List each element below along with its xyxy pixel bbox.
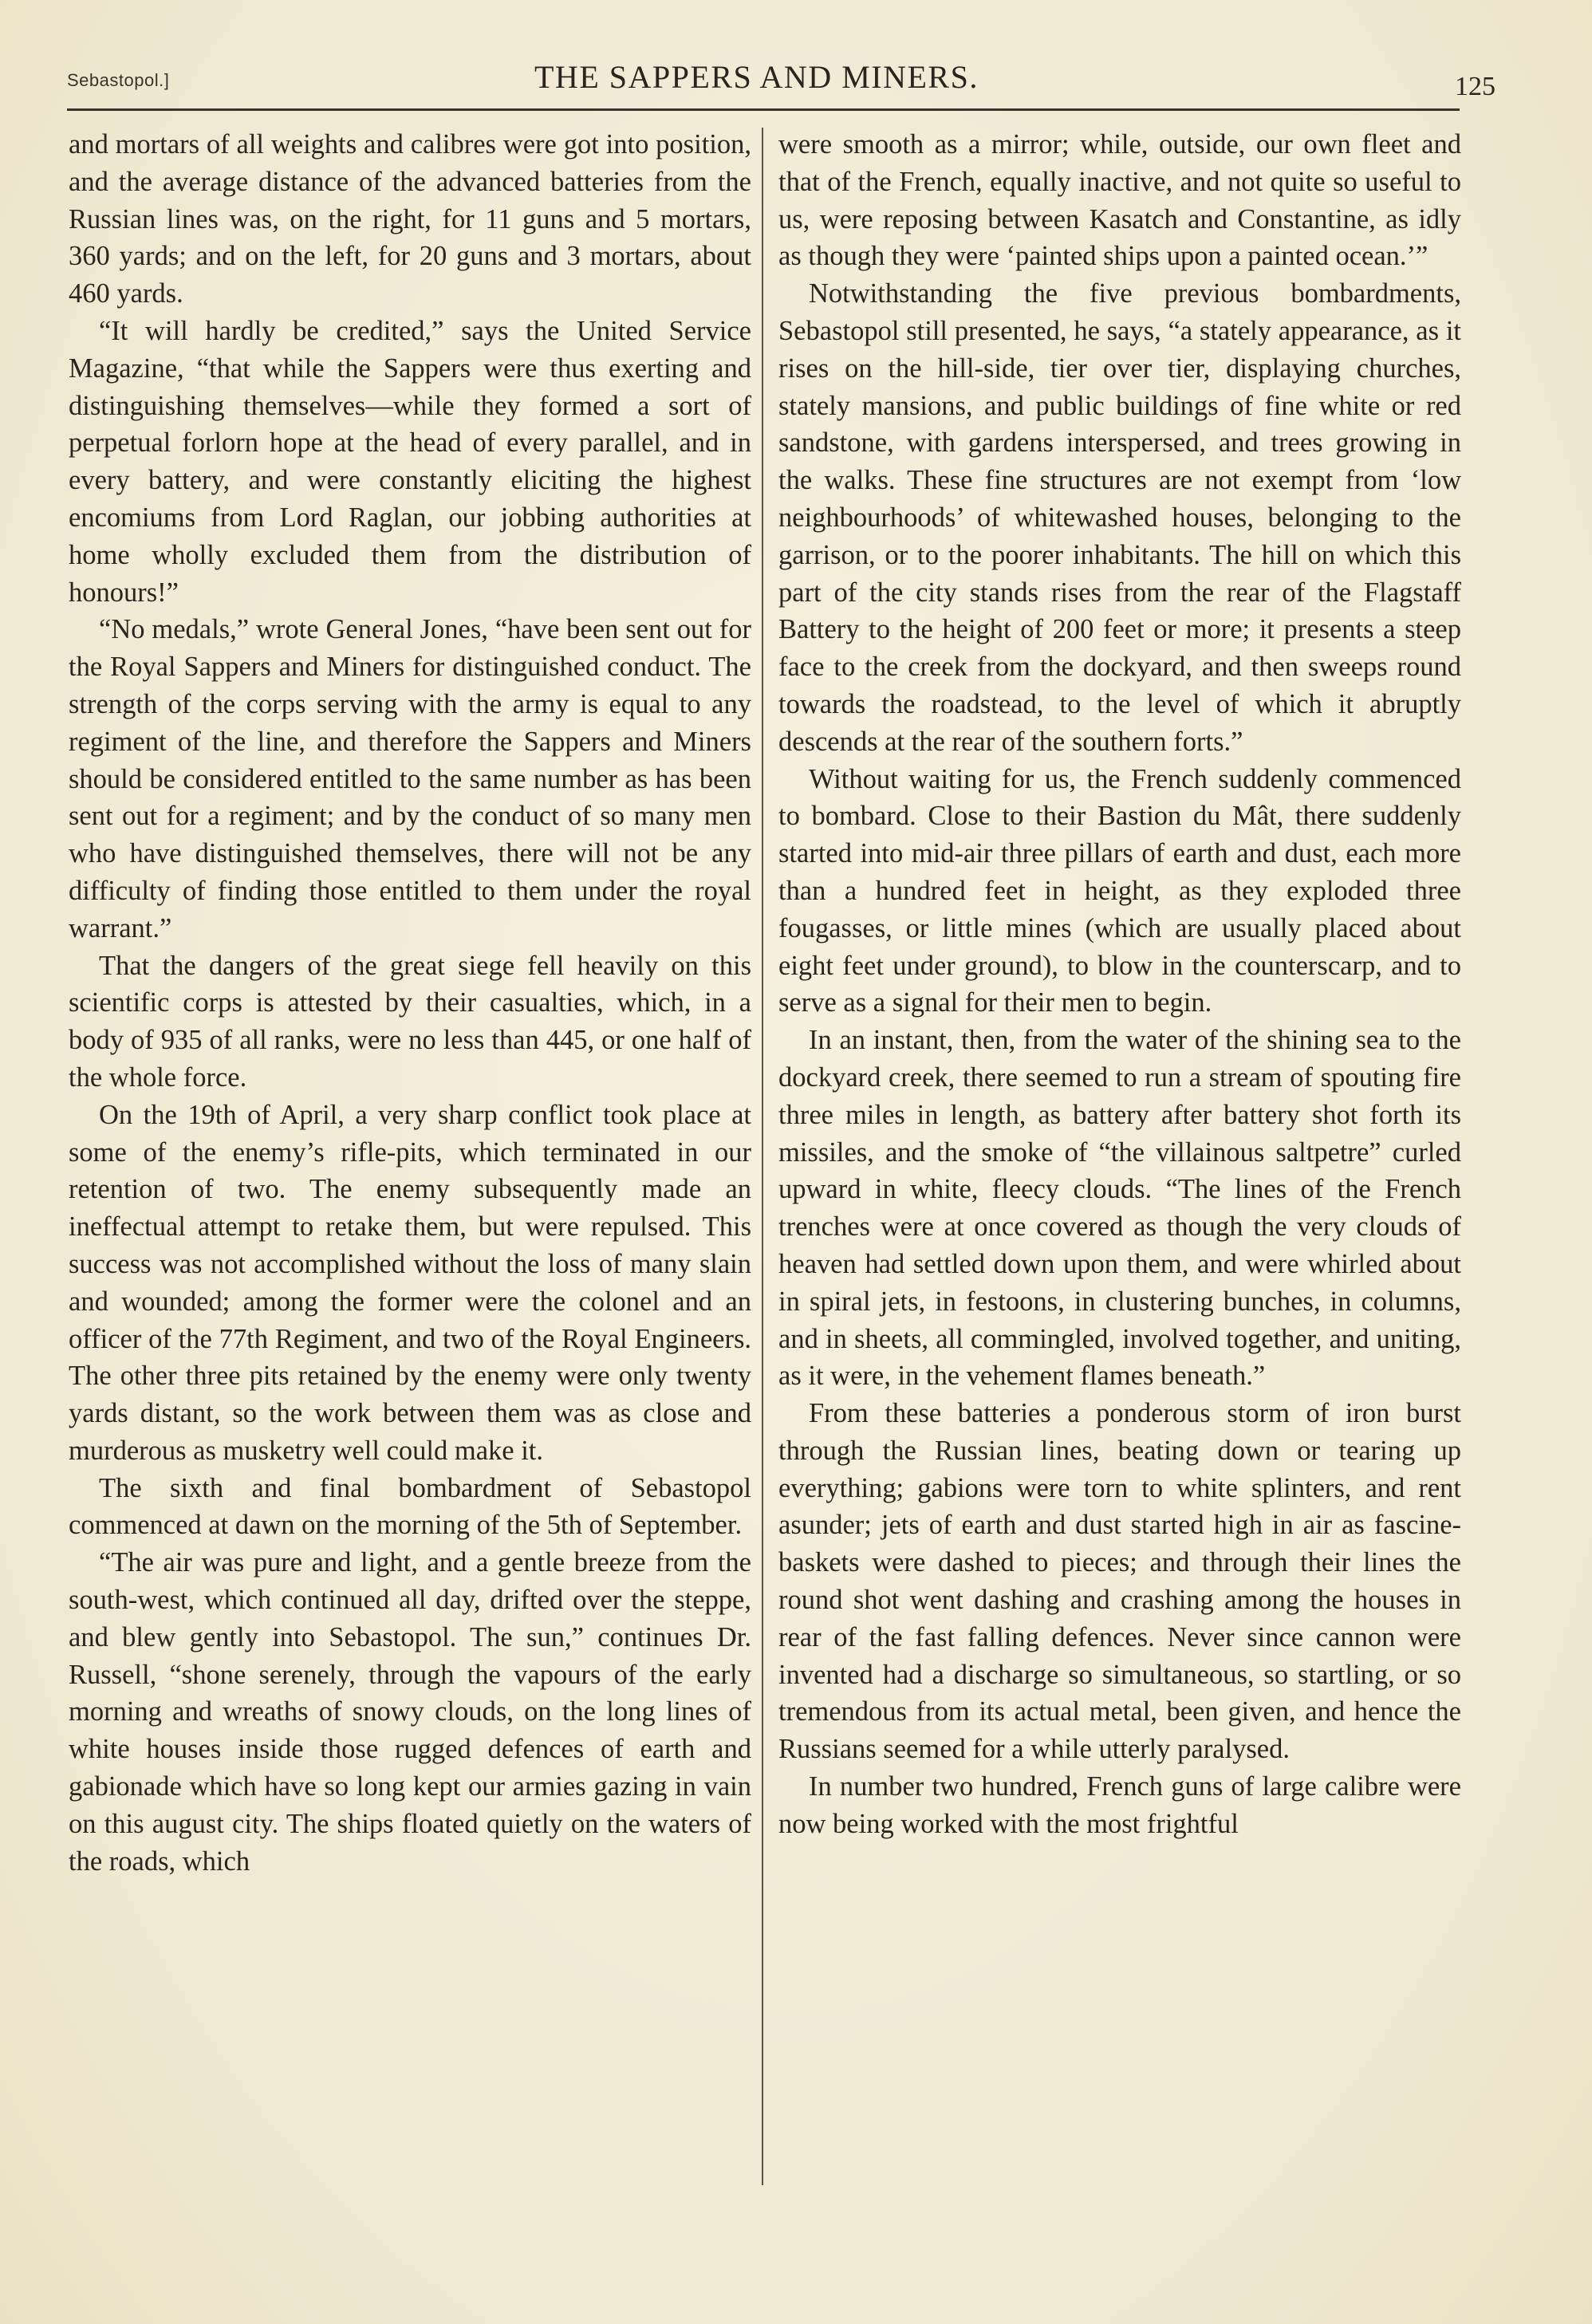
paragraph: That the dangers of the great siege fell heavily on this scientific corps is attested by their casualties, which, in a body of 935 of all ranks, were no less than 445, or one half of the whole force. — [69, 950, 751, 1093]
paragraph: The sixth and final bombardment of Sebastopol commenced at dawn on the morning of the 5th of September. — [69, 1472, 751, 1541]
running-head-left: Sebastopol.] — [67, 70, 170, 90]
paragraph: and mortars of all weights and calibres were got into position, and the average distance of the advanced batteries from the Russian lines was, on the right, for 11 guns and 5 mortars, 360 yards; and on the left, for 20 guns and 3 mortars, about 460 yards. — [69, 129, 751, 309]
header-rule — [67, 108, 1460, 111]
paragraph: Without waiting for us, the French suddenly commenced to bombard. Close to their Bastion du Mât, there suddenly started into mid-air three pillars of earth and dust, each more than a hundred feet in height, as they exploded three fougasses, or little mines (which are usually placed about eight feet under ground), to blow in the counterscarp, and to serve as a signal for their men to begin. — [778, 763, 1461, 1018]
paragraph: In number two hundred, French guns of large calibre were now being worked with the most frightful — [778, 1771, 1461, 1839]
paragraph: “No medals,” wrote General Jones, “have been sent out for the Royal Sappers and Miners for distinguished conduct. The strength of the corps serving with the army is equal to any regiment of the line, and therefore the Sappers and Miners should be considered entitled to the same number as has been sent out for a regiment; and by the conduct of so many men who have distinguished themselves, there will not be any difficulty of finding those entitled to them under the royal warrant.” — [69, 614, 751, 943]
page-header — [67, 54, 1592, 110]
paragraph: “The air was pure and light, and a gentle breeze from the south-west, which continued all day, drifted over the steppe, and blew gently into Sebastopol. The sun,” continues Dr. Russell, “shone serenely, through the vapours of the early morning and wreaths of snowy clouds, on the long lines of white houses inside those rugged defences of earth and gabionade which have so long kept our armies gazing in vain on this august city. The ships floated quietly on the waters of the roads, which — [69, 1547, 751, 1877]
paragraph: “It will hardly be credited,” says the United Service Magazine, “that while the Sappers were thus exerting and distinguishing themselves—while they formed a sort of perpetual forlorn hope at the head of every parallel, and in every battery, and were constantly eliciting the highest encomiums from Lord Raglan, our jobbing authorities at home wholly excluded them from the distribution of honours!” — [69, 315, 751, 608]
left-column — [69, 126, 751, 1880]
paragraph: Notwithstanding the five previous bombardments, Sebastopol still presented, he says, “a stately appearance, as it rises on the hill-side, tier over tier, displaying churches, stately mansions, and public buildings of fine white or red sandstone, with gardens interspersed, and trees growing in the walks. These fine structures are not exempt from ‘low neighbourhoods’ of whitewashed houses, belonging to the garrison, or to the poorer inhabitants. The hill on which this part of the city stands rises from the rear of the Flagstaff Battery to the height of 200 feet or more; it presents a steep face to the creek from the dockyard, and then sweeps round towards the roadstead, to the level of which it abruptly descends at the rear of the southern forts.” — [778, 278, 1461, 757]
paragraph: were smooth as a mirror; while, outside, our own fleet and that of the French, equally inactive, and not quite so useful to us, were reposing between Kasatch and Constantine, as idly as though they were ‘painted ships upon a painted ocean.’” — [778, 129, 1461, 272]
paragraph: On the 19th of April, a very sharp conflict took place at some of the enemy’s rifle-pits, which terminated in our retention of two. The enemy subsequently made an ineffectual attempt to retake them, but were repulsed. This success was not accomplished without the loss of many slain and wounded; among the former were the colonel and an officer of the 77th Regiment, and two of the Royal Engineers. The other three pits retained by the enemy were only twenty yards distant, so the work between them was as close and murderous as musketry well could make it. — [69, 1099, 751, 1466]
page-number: 125 — [1455, 72, 1495, 101]
right-column — [778, 126, 1461, 1843]
running-title: THE SAPPERS AND MINERS. — [534, 59, 979, 95]
paragraph: In an instant, then, from the water of the shining sea to the dockyard creek, there seemed to run a stream of spouting fire three miles in length, as battery after battery shot forth its missiles, and the smoke of “the villainous saltpetre” curled upward in white, fleecy clouds. “The lines of the French trenches were at once covered as though the very clouds of heaven had settled down upon them, and were whirled about in spiral jets, in festoons, in clustering bunches, in columns, and in sheets, all commingled, involved together, and uniting, as it were, in the vehement flames beneath.” — [778, 1025, 1461, 1392]
paragraph: From these batteries a ponderous storm of iron burst through the Russian lines, beating down or tearing up everything; gabions were torn to white splinters, and rent asunder; jets of earth and dust started high in air as fascine-baskets were dashed to pieces; and through their lines the round shot went dashing and crashing among the houses in rear of the fast falling defences. Never since cannon were invented had a discharge so simultaneous, so startling, or so tremendous from its actual metal, been given, and hence the Russians seemed for a while utterly paralysed. — [778, 1398, 1461, 1765]
column-divider — [762, 128, 763, 2185]
